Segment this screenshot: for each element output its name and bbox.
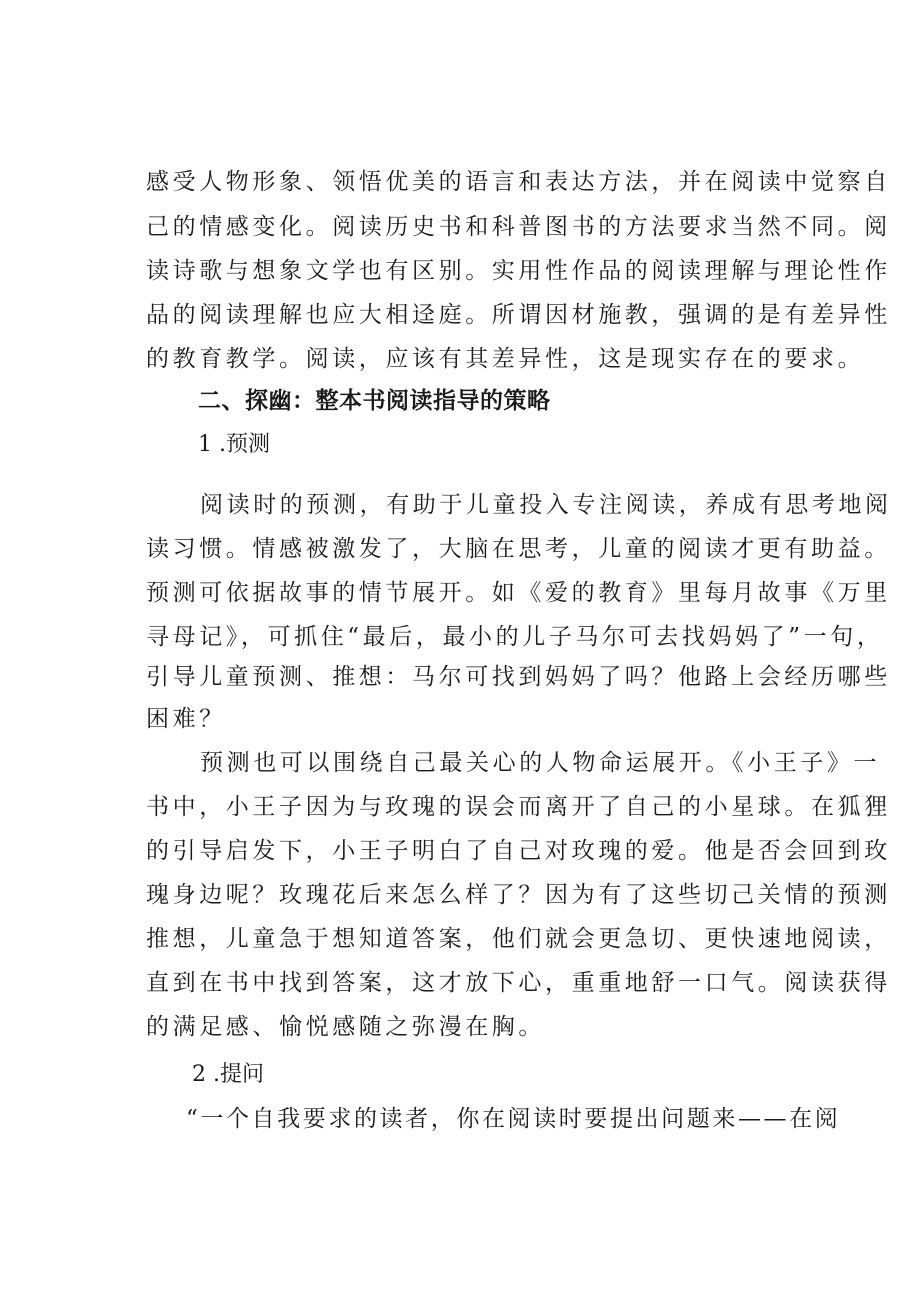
text-line: 阅读时的预测，有助于儿童投入专注阅读，养成有思考地阅 (200, 492, 892, 518)
text-line: 感受人物形象、领悟优美的语言和表达方法，并在阅读中觉察自 (146, 169, 891, 195)
text-line: 读诗歌与想象文学也有区别。实用性作品的阅读理解与理论性作 (146, 258, 891, 284)
text-line: 的满足感、愉悦感随之弥漫在胸。 (146, 1014, 545, 1040)
text-line: 品的阅读理解也应大相迳庭。所谓因材施教，强调的是有差异性 (146, 302, 891, 328)
text-line: 读习惯。情感被激发了，大脑在思考，儿童的阅读才更有助益。 (146, 536, 891, 562)
text-line: 瑰身边呢？玫瑰花后来怎么样了？因为有了这些切己关情的预测 (146, 882, 891, 908)
text-line: 直到在书中找到答案，这才放下心，重重地舒一口气。阅读获得 (146, 970, 891, 996)
text-line: 困难？ (146, 706, 226, 732)
text-line: 预测可依据故事的情节展开。如《爱的教育》里每月故事《万里 (146, 580, 891, 606)
section-heading: 二、探幽：整本书阅读指导的策略 (198, 388, 551, 414)
text-line: “一个自我要求的读者，你在阅读时要提出问题来——在阅 (186, 1106, 841, 1132)
text-line: 推想，儿童急于想知道答案，他们就会更急切、更快速地阅读， (146, 926, 891, 952)
text-line: 寻母记》，可抓住“最后，最小的儿子马尔可去找妈妈了”一句， (146, 624, 884, 650)
text-line: 书中，小王子因为与玫瑰的误会而离开了自己的小星球。在狐狸 (146, 794, 891, 820)
text-line: 己的情感变化。阅读历史书和科普图书的方法要求当然不同。阅 (146, 214, 891, 240)
text-line: 的教育教学。阅读，应该有其差异性，这是现实存在的要求。 (146, 346, 865, 372)
subheading-questioning: 2 .提问 (192, 1062, 264, 1087)
text-line: 引导儿童预测、推想：马尔可找到妈妈了吗？他路上会经历哪些 (146, 664, 891, 690)
subheading-prediction: 1 .预测 (198, 432, 270, 457)
text-line: 的引导启发下，小王子明白了自己对玫瑰的爱。他是否会回到玫 (146, 838, 891, 864)
text-line: 预测也可以围绕自己最关心的人物命运展开。《小王子》一 (200, 750, 881, 776)
